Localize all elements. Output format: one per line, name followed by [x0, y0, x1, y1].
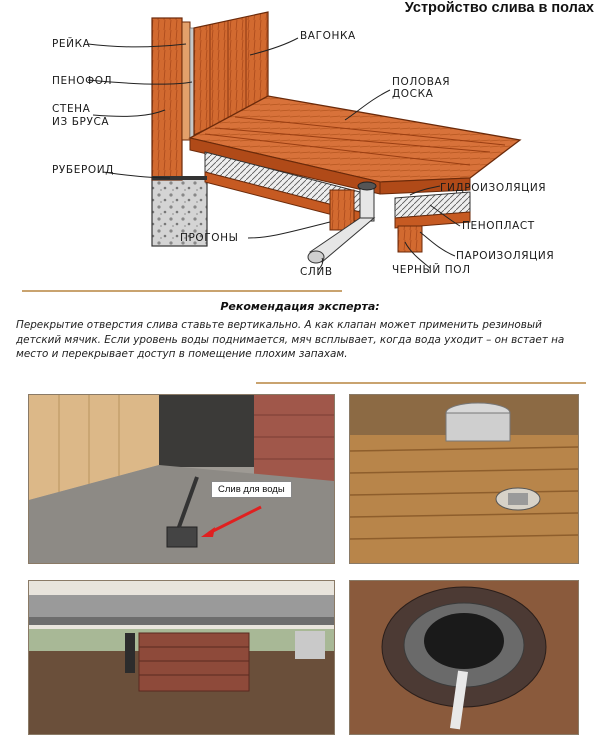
photo-floor-drain-outlet: [28, 394, 335, 564]
divider-bottom: [256, 382, 586, 384]
label-penofol: ПЕНОФОЛ: [52, 75, 113, 87]
label-drain: СЛИВ: [300, 266, 333, 278]
photo-wood-floor-drain-grate: [349, 394, 579, 564]
label-floor-board-line1: ПОЛОВАЯ: [392, 76, 451, 88]
label-wall-line2: ИЗ БРУСА: [52, 116, 110, 128]
label-joists: ПРОГОНЫ: [180, 232, 239, 244]
drain-callout: Слив для воды: [211, 481, 292, 498]
label-reyka: РЕЙКА: [52, 38, 91, 50]
rail-strip: [182, 22, 190, 140]
label-waterproofing: ГИДРОИЗОЛЯЦИЯ: [440, 182, 547, 194]
expert-text: Перекрытие отверстия слива ставьте вертикально. А как клапан может применить резиновый детский мячик. Если уровень воды поднимается, мяч всплывает, когда вода уходит – он встает на место и перекрывает доступ в помещение плохим запахам.: [16, 319, 565, 360]
log-wall: [152, 18, 182, 180]
label-wall-line1: СТЕНА: [52, 103, 91, 115]
label-subfloor: ЧЕРНЫЙ ПОЛ: [392, 264, 471, 276]
expert-heading: Рекомендация эксперта:: [220, 300, 380, 313]
label-vapor-barrier: ПАРОИЗОЛЯЦИЯ: [456, 250, 555, 262]
divider-top: [22, 290, 342, 292]
label-ruberoid: РУБЕРОИД: [52, 164, 115, 176]
label-floor-board-line2: ДОСКА: [392, 88, 434, 100]
photo-brick-drain-pit: [28, 580, 335, 735]
page-title: Устройство слива в полах: [404, 0, 594, 16]
label-foam: ПЕНОПЛАСТ: [462, 220, 535, 232]
label-vagonka: ВАГОНКА: [300, 30, 356, 42]
photo-round-drain-opening: [349, 580, 579, 735]
